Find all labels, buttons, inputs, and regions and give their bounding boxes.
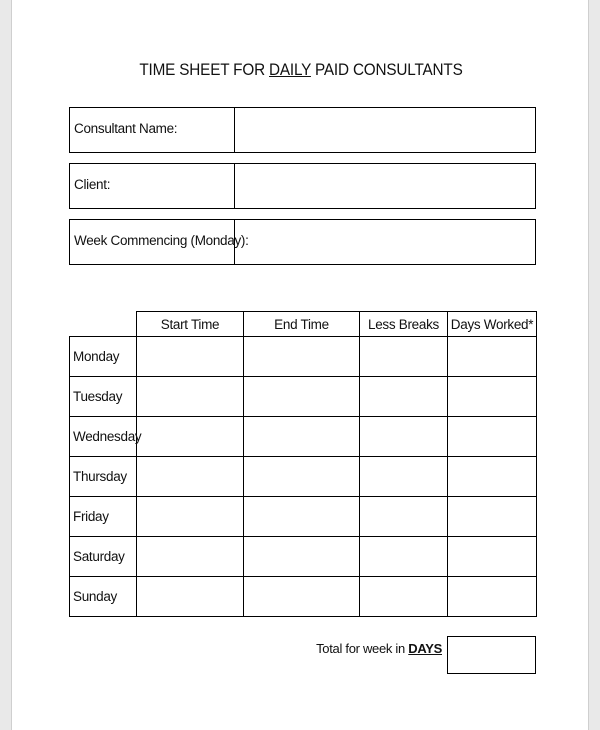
start-time-cell[interactable] (137, 497, 244, 537)
consultant-name-row (69, 107, 536, 153)
start-time-cell[interactable] (137, 457, 244, 497)
table-row (70, 377, 537, 417)
end-time-cell[interactable] (244, 337, 360, 377)
day-label-wednesday: Wednesday (70, 417, 137, 457)
header-less-breaks: Less Breaks (360, 312, 448, 337)
days-worked-cell[interactable] (448, 417, 537, 457)
day-label-monday: Monday (70, 337, 137, 377)
table-row (70, 577, 537, 617)
end-time-cell[interactable] (244, 417, 360, 457)
table-row (70, 337, 537, 377)
timesheet-table (69, 311, 537, 617)
day-label-tuesday: Tuesday (70, 377, 137, 417)
end-time-cell[interactable] (244, 577, 360, 617)
end-time-cell[interactable] (244, 457, 360, 497)
consultant-name-label: Consultant Name: (70, 108, 235, 152)
client-row (69, 163, 536, 209)
start-time-cell[interactable] (137, 417, 244, 457)
week-commencing-label: Week Commencing (Monday): (70, 220, 235, 264)
total-unit-days: DAYS (408, 641, 442, 656)
day-label-thursday: Thursday (70, 457, 137, 497)
start-time-cell[interactable] (137, 577, 244, 617)
day-label-saturday: Saturday (70, 537, 137, 577)
consultant-name-field[interactable] (235, 108, 535, 152)
days-worked-cell[interactable] (448, 337, 537, 377)
less-breaks-cell[interactable] (360, 537, 448, 577)
start-time-cell[interactable] (137, 337, 244, 377)
document-page (11, 0, 589, 730)
days-worked-cell[interactable] (448, 377, 537, 417)
days-worked-cell[interactable] (448, 457, 537, 497)
start-time-cell[interactable] (137, 537, 244, 577)
less-breaks-cell[interactable] (360, 497, 448, 537)
less-breaks-cell[interactable] (360, 457, 448, 497)
total-days-label (272, 641, 442, 656)
week-commencing-field[interactable] (235, 220, 535, 264)
total-label-text: Total for week in (316, 641, 409, 656)
end-time-cell[interactable] (244, 497, 360, 537)
header-start-time: Start Time (137, 312, 244, 337)
table-row (70, 457, 537, 497)
days-worked-cell[interactable] (448, 497, 537, 537)
end-time-cell[interactable] (244, 377, 360, 417)
header-end-time: End Time (244, 312, 360, 337)
less-breaks-cell[interactable] (360, 377, 448, 417)
table-header-row (70, 312, 537, 337)
day-label-sunday: Sunday (70, 577, 137, 617)
day-label-friday: Friday (70, 497, 137, 537)
client-label: Client: (70, 164, 235, 208)
days-worked-cell[interactable] (448, 537, 537, 577)
start-time-cell[interactable] (137, 377, 244, 417)
less-breaks-cell[interactable] (360, 337, 448, 377)
header-blank-cell (70, 312, 137, 337)
title-prefix: TIME SHEET FOR (139, 60, 270, 79)
client-field[interactable] (235, 164, 535, 208)
days-worked-cell[interactable] (448, 577, 537, 617)
header-days-worked: Days Worked* (448, 312, 537, 337)
less-breaks-cell[interactable] (360, 577, 448, 617)
table-row (70, 537, 537, 577)
less-breaks-cell[interactable] (360, 417, 448, 457)
week-commencing-row (69, 219, 536, 265)
title-suffix: PAID CONSULTANTS (310, 60, 463, 79)
end-time-cell[interactable] (244, 537, 360, 577)
page-title (41, 60, 561, 80)
table-row (70, 417, 537, 457)
table-row (70, 497, 537, 537)
title-underlined: DAILY (269, 60, 311, 79)
total-days-field[interactable] (447, 636, 536, 674)
